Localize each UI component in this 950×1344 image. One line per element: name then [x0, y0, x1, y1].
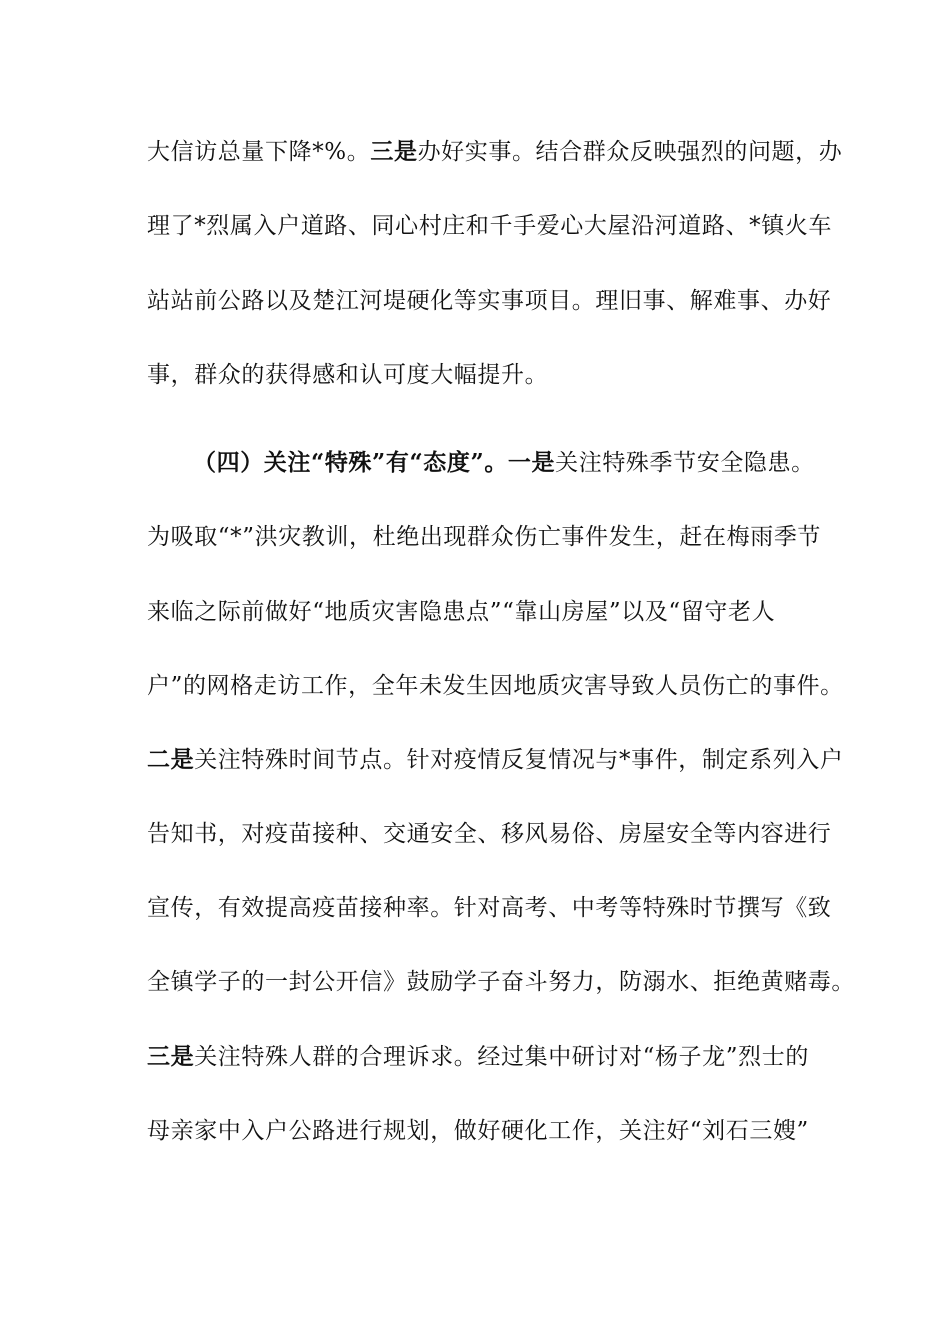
text-line [147, 1037, 807, 1077]
text-line [147, 132, 843, 172]
text-segment: 全镇学子的一封公开信》鼓励学子奋斗努力，防溺水、拒绝黄赌毒。 [147, 969, 855, 995]
bold-text-segment: 三是 [147, 1043, 195, 1070]
bold-text-segment: 二是 [147, 746, 195, 773]
text-segment: 站站前公路以及楚江河堤硬化等实事项目。理旧事、解难事、办好 [147, 288, 832, 314]
bold-text-segment: 三是 [370, 138, 418, 165]
text-segment: 理了*烈属入户道路、同心村庄和千手爱心大屋沿河道路、*镇火车 [147, 213, 832, 239]
text-segment: 宣传，有效提高疫苗接种率。针对高考、中考等特殊时节撰写《致 [147, 895, 832, 921]
text-line [147, 355, 807, 395]
text-line [147, 281, 832, 321]
text-segment: 户”的网格走访工作，全年未发生因地质灾害导致人员伤亡的事件。 [147, 673, 844, 699]
section-heading-line [193, 443, 815, 483]
text-line [147, 814, 832, 854]
text-segment: 关注特殊时间节点。针对疫情反复情况与*事件，制定系列入户 [194, 747, 844, 773]
text-segment: 大信访总量下降*%。 [147, 139, 371, 165]
text-segment: 告知书，对疫苗接种、交通安全、移风易俗、房屋安全等内容进行 [147, 821, 832, 847]
text-line [147, 1111, 807, 1151]
text-line [147, 962, 855, 1002]
text-line [147, 517, 822, 557]
section-heading: （四）关注“特殊”有“态度”。一是 [193, 449, 556, 476]
text-segment: 来临之际前做好“地质灾害隐患点”“靠山房屋”以及“留守老人 [147, 599, 776, 625]
text-segment: 关注特殊人群的合理诉求。经过集中研讨对“杨子龙”烈士的 [194, 1044, 809, 1070]
text-line [147, 206, 832, 246]
text-line [147, 888, 832, 928]
text-segment: 母亲家中入户公路进行规划，做好硬化工作，关注好“刘石三嫂” [147, 1118, 809, 1144]
text-segment: 办好实事。结合群众反映强烈的问题，办 [417, 139, 843, 165]
text-segment: 关注特殊季节安全隐患。 [555, 450, 815, 476]
text-line [147, 740, 844, 780]
text-line [147, 666, 844, 706]
text-line [147, 592, 807, 632]
text-segment: 为吸取“*”洪灾教训，杜绝出现群众伤亡事件发生，赶在梅雨季节 [147, 524, 822, 550]
text-segment: 事，群众的获得感和认可度大幅提升。 [147, 362, 549, 388]
